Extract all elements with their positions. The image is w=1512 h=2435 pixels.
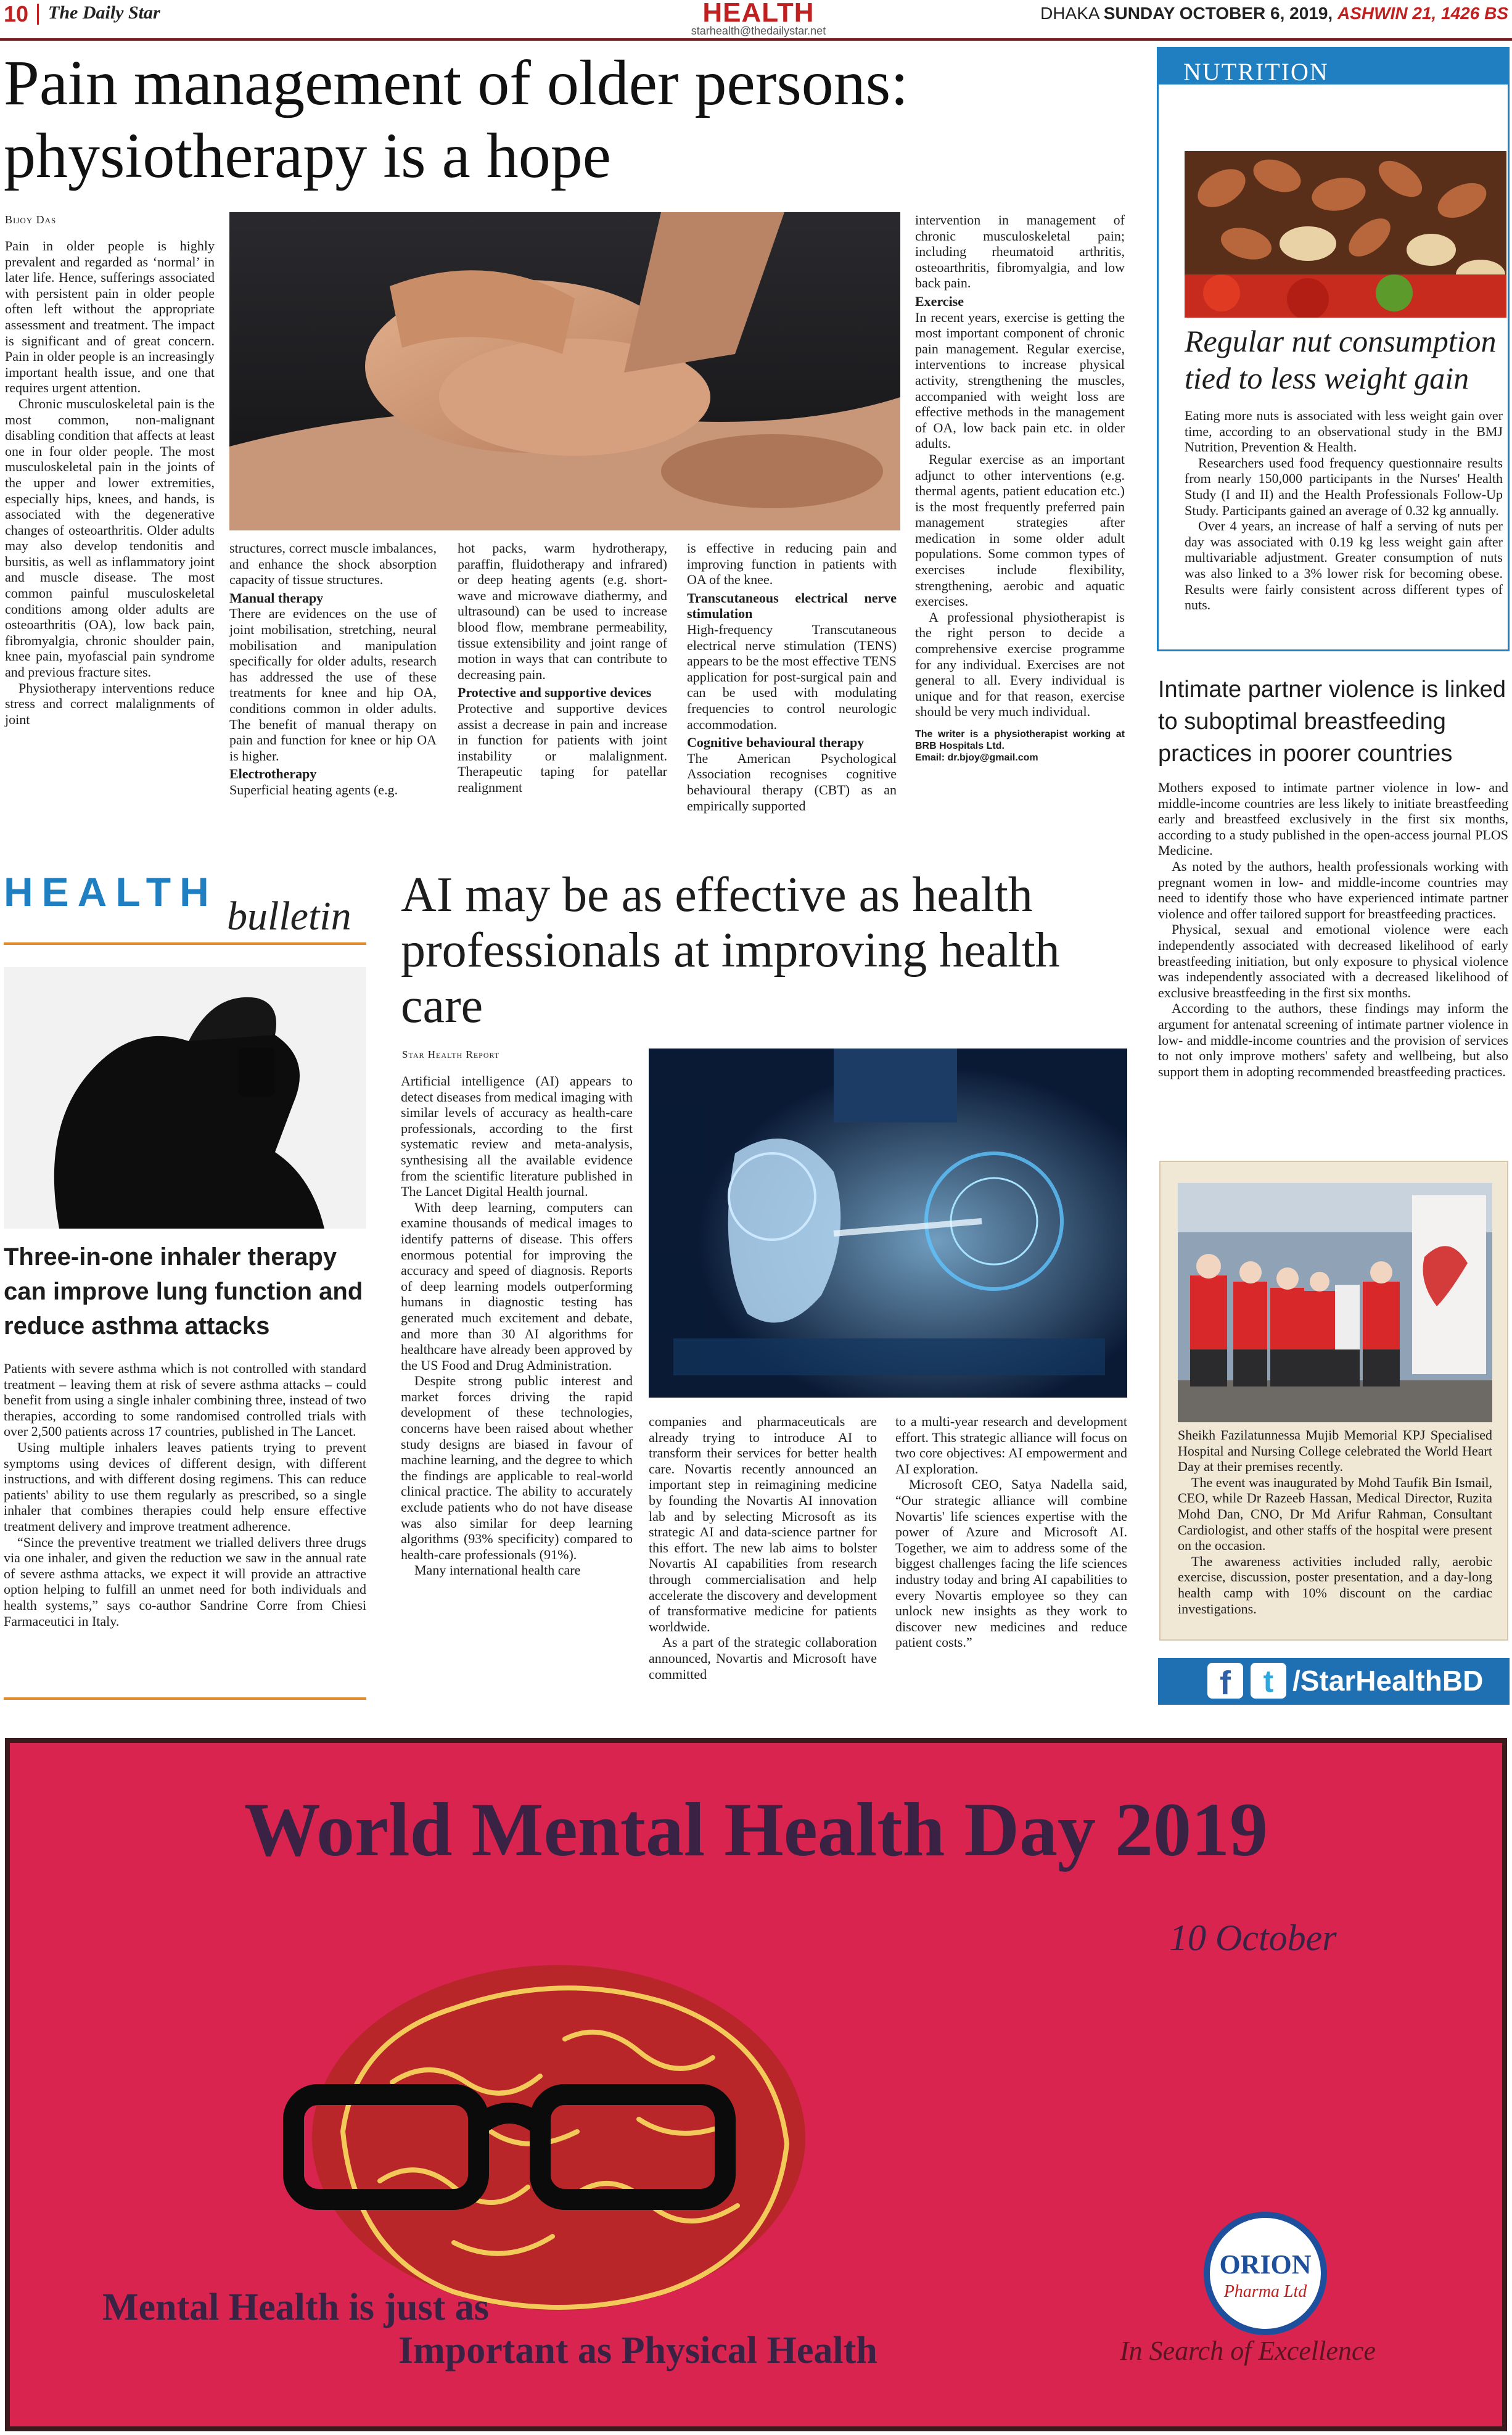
divider [4, 1697, 366, 1700]
subheading: Exercise [915, 293, 964, 309]
ai-headline: AI may be as effective as health professionals at improving health care [401, 868, 1060, 1033]
bulletin-headline: Three-in-one inhaler therapy can improve lung function and reduce asthma attacks [4, 1243, 363, 1340]
paragraph: High-frequency Transcutaneous electrical nerve stimulation (TENS) appears to be the most effective TENS application for post-surgical pain and can be used with modulating frequencies to control neurologic accommodation. [687, 621, 897, 732]
ad-tagline-2: Important as Physical Health [398, 2330, 877, 2371]
advertisement [0, 1731, 1512, 2435]
ipv-headline: Intimate partner violence is linked to suboptimal breastfeeding practices in poorer countries [1158, 677, 1506, 767]
orion-logo [1204, 2212, 1327, 2335]
nutrition-label: NUTRITION [1183, 58, 1329, 86]
paragraph: Using multiple inhalers leaves patients trying to prevent symptoms using devices of different design, with different instructions, and with different dosing regimens. This can reduce patients' ability to use them regularly as prescribed, so a single inhaler that combines therapies could help ensure effective treatment delivery and improve treatment adherence. [4, 1439, 366, 1534]
article-column [687, 540, 897, 814]
paragraph: Physical, sexual and emotional violence were each independently associated with decreased likelihood of early breastfeeding initiation, but only exposure to physical violence was independently associated with a decreased likelihood of exclusive breastfeeding in the first six months. [1158, 921, 1508, 1000]
dateline [1040, 4, 1508, 23]
article-column [401, 1073, 633, 1578]
nutrition-headline: Regular nut consumption tied to less weight gain [1185, 324, 1497, 395]
paragraph: The event was inaugurated by Mohd Taufik Bin Ismail, CEO, while Dr Razeeb Hassan, Medical Director, Ruzita Mohd Dan, CNO, Dr Md Arifur Rahman, Consultant Cardiologist, and other staffs of the hospital were present on the occasion. [1178, 1474, 1492, 1554]
bulletin-label: bulletin [227, 894, 351, 939]
social-bar [1158, 1658, 1510, 1705]
paragraph: According to the authors, these findings may inform the argument for antenatal screening of intimate partner violence in low- and middle-income countries and the provision of services to not only improve mothers' safety and wellbeing, but also support them in adopting recommended breastfeeding practices. [1158, 1000, 1508, 1079]
city: DHAKA [1040, 4, 1099, 23]
article-column [5, 238, 215, 727]
paragraph: Regular exercise as an important adjunct to other interventions (e.g. thermal agents, patient education etc.) is the most frequently preferred pain management strategies after medication in some older adult populations. Some common types of exercises include flexibility, strengthening, aerobic and aquatic exercises. [915, 451, 1125, 609]
paragraph: The awareness activities included rally, aerobic exercise, discussion, poster presentation, and a day-long health camp with 10% discount on the cardiac investigations. [1178, 1553, 1492, 1617]
subheading: Electrotherapy [229, 766, 317, 782]
nutrition-label-bar [1159, 49, 1508, 84]
paragraph: As noted by the authors, health professionals working with pregnant women in low- and middle-income countries may need to identify those who have experienced intimate partner violence and offer tailored support for breastfeeding practices. [1158, 858, 1508, 921]
paragraph: A professional physiotherapist is the right person to decide a comprehensive exercise programme for any individual. Exercises are not general to all. Every individual is unique and for that reason, exercise should be very much individual. [915, 609, 1125, 720]
paragraph: Patients with severe asthma which is not controlled with standard treatment – leaving them at risk of severe asthma attacks – could benefit from using a single inhaler combining three, instead of two therapies, according to some randomised controlled trials with over 2,500 patients across 17 countries, published in The Lancet. [4, 1361, 366, 1440]
bangla-date: ASHWIN 21, 1426 BS [1337, 4, 1508, 23]
paragraph: Chronic musculoskeletal pain is the most common, non-malignant disabling condition that affects at least one in four older people. The most musculoskeletal pain in the joints of the upper and lower extremities, especially hips, knees, and hands, is associated with the degenerative changes of osteoarthritis. Older adults may also develop tendonitis and bursitis, as well as inflammatory joint and muscle disease. The most common painful musculoskeletal conditions among older adults are osteoarthritis (OA), low back pain, fibromyalgia, chronic shoulder pain, knee pain, myofascial pain syndrome and previous fracture sites. [5, 395, 215, 680]
paragraph: to a multi-year research and development effort. This strategic alliance will focus on two core objectives: AI empowerment and AI exploration. [895, 1414, 1127, 1477]
paragraph: Over 4 years, an increase of half a serving of nuts per day was associated with 0.19 kg less weight gain after multivariable adjustment. Greater consumption of nuts was also linked to a 3% lower risk for becoming obese. Results were fairly consistent across different types of nuts. [1185, 518, 1503, 613]
writer-note [915, 728, 1125, 764]
kpj-body [1178, 1427, 1492, 1617]
paragraph: structures, correct muscle imbalances, and enhance the shock absorption capacity of tissue structures. [229, 540, 437, 588]
kpj-box [1159, 1161, 1508, 1641]
paragraph: intervention in management of chronic musculoskeletal pain; including rheumatoid arthritis, osteoarthritis, fibromyalgia, and low back pain. [915, 212, 1125, 291]
nutrition-body [1185, 408, 1503, 613]
divider [37, 4, 39, 25]
subheading: Protective and supportive devices [458, 685, 652, 701]
section-email[interactable]: starhealth@thedailystar.net [691, 25, 826, 37]
paragraph: is effective in reducing pain and improving function in patients with OA of the knee. [687, 540, 897, 588]
ad-slogan: In Search of Excellence [1120, 2336, 1376, 2366]
article-column [895, 1414, 1127, 1650]
ad-panel [5, 1738, 1507, 2431]
bulletin-health-label: HEALTH [4, 869, 218, 915]
ipv-body [1158, 780, 1508, 1079]
subheading: Transcutaneous electrical nerve stimulation [687, 590, 897, 622]
masthead [0, 0, 1512, 41]
article-column [229, 540, 437, 798]
section-title: HEALTH [702, 0, 815, 28]
twitter-icon[interactable]: t [1251, 1663, 1286, 1699]
paragraph: companies and pharmaceuticals are already trying to introduce AI to transform their services for better health care. Novartis recently announced an important step in reimagining medicine by founding the Novartis AI innovation lab and by selecting Microsoft as its strategic AI and data-science partner for this effort. The new lab aims to bolster Novartis AI capabilities from research through commercialisation and help accelerate the discovery and development of transformative medicine for patients worldwide. [649, 1414, 877, 1634]
page-number: 10 [4, 1, 29, 27]
paragraph: Physiotherapy interventions reduce stress and correct malalignments of joint [5, 680, 215, 727]
physiotherapy-photo [229, 212, 900, 530]
paragraph: Despite strong public interest and market forces driving the rapid development of these technologies, concerns have been raised about whether study designs are biased in favour of machine learning, and the degree to which the findings are applicable to real-world clinical practice. The ability to accurately exclude patients who do not have disease was also similar for deep learning algorithms (93% specificity) compared to health-care professionals (91%). [401, 1373, 633, 1562]
paragraph: Eating more nuts is associated with less weight gain over time, according to an observational study in the BMJ Nutrition, Prevention & Health. [1185, 408, 1503, 455]
writer-email[interactable]: Email: dr.bjoy@gmail.com [915, 752, 1038, 763]
subheading: Cognitive behavioural therapy [687, 735, 865, 751]
paragraph: Researchers used food frequency questionnaire results from nearly 150,000 participants in the Nurses' Health Study (I and II) and the Health Professionals Follow-Up Study. Participants gained an average of 0.32 kg annually. [1185, 455, 1503, 518]
social-handle[interactable]: /StarHealthBD [1292, 1665, 1484, 1697]
paragraph: Mothers exposed to intimate partner violence in low- and middle-income countries are less likely to initiate breastfeeding early and breastfeed exclusively in the first six months, according to a study published in the open-access journal PLOS Medicine. [1158, 780, 1508, 859]
paragraph: Pain in older people is highly prevalent and regarded as ‘normal’ in later life. Hence, sufferings associated with persistent pain in older people often left without the appropriate assessment and treatment. The impact is significant and of great concern. Pain in older people is an increasingly important health issue, and one that requires urgent attention. [5, 238, 215, 396]
paragraph: Many international health care [414, 1562, 581, 1578]
ad-date: 10 October [1169, 1918, 1337, 1958]
paragraph: Artificial intelligence (AI) appears to detect diseases from medical imaging with similar levels of accuracy as health-care professionals, according to the first systematic review and meta-analysis, synthesising all the available evidence from the scientific literature published in The Lancet Digital Health journal. [401, 1073, 633, 1200]
paragraph: Microsoft CEO, Satya Nadella said, “Our strategic alliance will combine Novartis' life sciences expertise with the power of Azure and Microsoft AI. Together, we aim to address some of the biggest challenges facing the life sciences industry today and bring AI capabilities to every Novartis employee so they can unlock new insights as they work to discover new medicines and reduce patient costs.” [895, 1477, 1127, 1650]
byline: Star Health Report [402, 1049, 500, 1060]
ad-tagline-1: Mental Health is just as [102, 2286, 489, 2328]
writer-credit: The writer is a physiotherapist working at BRB Hospitals Ltd. [915, 729, 1125, 751]
bulletin-body [4, 1361, 366, 1629]
paragraph: As a part of the strategic collaboration announced, Novartis and Microsoft have committed [649, 1634, 877, 1682]
date: SUNDAY OCTOBER 6, 2019, [1103, 4, 1333, 23]
paragraph: There are evidences on the use of joint mobilisation, stretching, neural mobilisation and manipulation specifically for older adults, research has addressed the use of these treatments for knee and hip OA, conditions common in older adults. The benefit of manual therapy on pain and function for knee or hip OA is higher. [229, 606, 437, 764]
article-column [649, 1414, 877, 1682]
paragraph: Superficial heating agents (e.g. [229, 781, 398, 797]
paragraph: Protective and supportive devices assist a decrease in pain and increase in function for patients with joint instability or malalignment. Therapeutic taping for patellar realignment [458, 700, 667, 795]
inhaler-photo [4, 967, 366, 1229]
brand-name: ORION [1219, 2249, 1312, 2280]
ad-title: World Mental Health Day 2019 [244, 1787, 1268, 1872]
ai-photo [649, 1049, 1127, 1398]
paragraph: “Since the preventive treatment we trialled delivers three drugs via one inhaler, and given the reduction we saw in the annual rate of severe asthma attacks, we expect it will provide an attractive option helping to fulfill an unmet need for both individuals and health systems,” says co-author Sandrine Corre from Chiesi Farmaceutici in Italy. [4, 1534, 366, 1629]
paragraph: With deep learning, computers can examine thousands of medical images to identify patterns of disease. This offers enormous potential for improving the accuracy and speed of diagnosis. Reports of deep learning models outperforming humans in diagnostic testing has generated much excitement and debate, and more than 30 AI algorithms for healthcare have already been approved by the US Food and Drug Administration. [401, 1199, 633, 1373]
paragraph: In recent years, exercise is getting the most important component of chronic pain management. Regular exercise, interventions to increase physical activity, strengthening the muscles, accompanied with weight loss are effective methods in the management of OA, low back pain etc. in older adults. [915, 309, 1125, 451]
paragraph: hot packs, warm hydrotherapy, paraffin, fluidotherapy and infrared) or deep heating agents (e.g. short-wave and microwave diathermy, and ultrasound) can be used to increase blood flow, membrane permeability, tissue extensibility and joint range of motion in ways that can contribute to decreasing pain. [458, 540, 667, 682]
subheading: Manual therapy [229, 590, 324, 606]
world-heart-day-photo [1178, 1183, 1492, 1422]
nutrition-box [1157, 47, 1510, 651]
article-column [915, 212, 1125, 764]
divider [4, 942, 366, 945]
paragraph: The American Psychological Association recognises cognitive behavioural therapy (CBT) as an empirically supported [687, 750, 897, 814]
facebook-icon[interactable]: f [1207, 1663, 1243, 1699]
brain-icon [269, 1947, 836, 2341]
newspaper-logo: The Daily Star [48, 2, 160, 23]
byline: Bijoy Das [5, 213, 57, 226]
paragraph: Sheikh Fazilatunnessa Mujib Memorial KPJ Specialised Hospital and Nursing College celebrated the World Heart Day at their premises recently. [1178, 1427, 1492, 1475]
brand-sub: Pharma Ltd [1223, 2282, 1307, 2301]
main-headline: Pain management of older persons: physiotherapy is a hope [4, 47, 909, 191]
nuts-photo [1185, 151, 1506, 318]
article-column [458, 540, 667, 796]
